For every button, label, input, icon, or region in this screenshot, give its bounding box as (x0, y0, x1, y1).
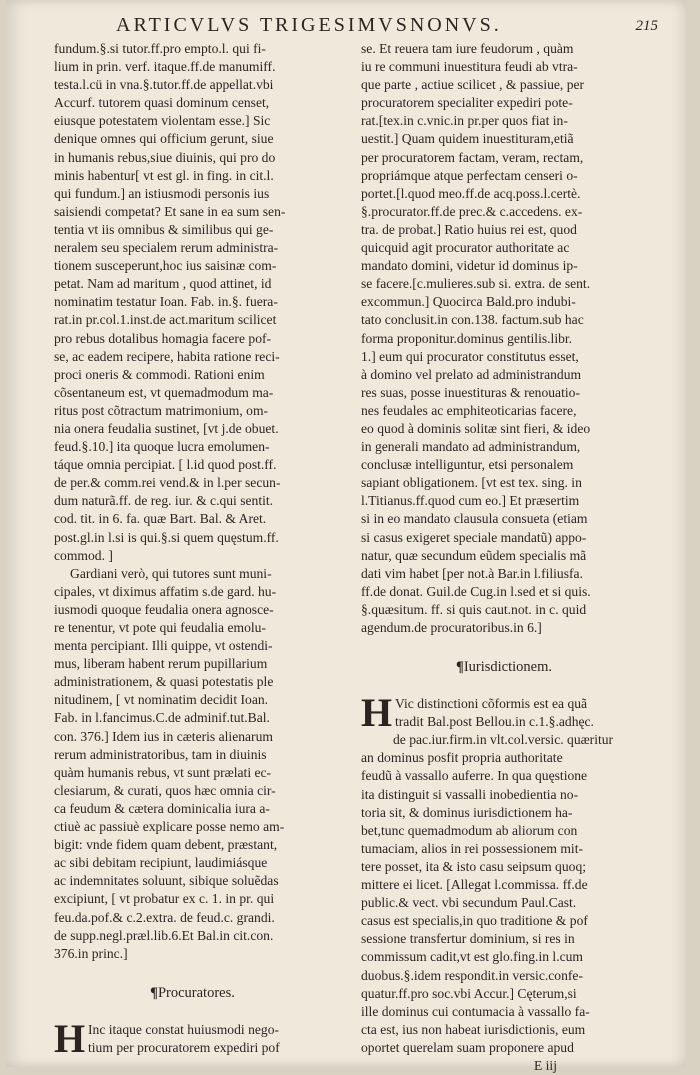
text-line: si in eo mandato clausula consueta (etiam (361, 511, 588, 527)
text-line: se, ac eadem recipere, habita ratione reci- (54, 348, 280, 364)
text-line: feu.da.pof.& c.2.extra. de feud.c. grandi. (54, 909, 275, 925)
text-line: Fab. in l.fancimus.C.de adminif.tut.Bal. (54, 710, 270, 726)
text-line: oportet querelam suam proponere apud (361, 1039, 574, 1055)
text-line: tionem susceperunt,hoc ius saisinæ com- (54, 258, 277, 274)
text-line: commissum cadit,vt est glo.fing.in l.cum (361, 949, 584, 965)
text-line: administrationem, & quasi potestatis ple (54, 674, 274, 690)
text-line: an dominus posfit propria authoritate (361, 750, 563, 766)
text-line: se. Et reuera tam iure feudorum , quàm (361, 41, 574, 56)
text-line: que parte , actiue scilicet , & passiue, per (361, 77, 585, 93)
pilcrow-icon: ¶ (150, 984, 158, 1001)
signature-mark: E iij (533, 1057, 557, 1073)
text-line: nes feudales ac emphiteoticarias facere, (361, 402, 577, 418)
text-line: testa.l.cü in vna.§.tutor.ff.de appellat.vbi (54, 77, 274, 93)
text-line: Accurf. tutorem quasi dominum censet, (54, 95, 270, 111)
text-line: rat.[tex.in c.vnic.in pr.per quos fiat in- (361, 113, 568, 129)
section-heading-procuratores (54, 983, 331, 1003)
text-line: procuratorem specialiter expediri pote- (361, 95, 573, 111)
text-line: feudũ à vassallo auferre. In qua quęstione (361, 768, 588, 784)
text-line: qui fundum.] an istiusmodi personis ius (54, 185, 270, 201)
left-paragraph-2 (54, 565, 331, 963)
text-line: cõsentaneum est, vt quemadmodum ma- (54, 384, 274, 400)
text-line: ff.de donat. Guil.de Cug.in l.sed et si quis. (361, 583, 591, 599)
text-line: nia onera feudalia sustinet, [vt j.de obuet. (54, 420, 279, 436)
text-line: dum naturã.ff. de reg. iur. & c.qui sentit. (54, 493, 274, 509)
text-line: in generali mandato ad administrandum, (361, 439, 581, 455)
text-line: public.& vect. vbi secundum Paul.Cast. (361, 895, 577, 911)
text-line: forma proponitur.dominus gentilis.libr. (361, 330, 573, 346)
text-line: nominatim testatur Ioan. Fab. in.§. fuera- (54, 294, 278, 310)
text-line: saisiendi competat? Et sane in ea sum sen- (54, 203, 286, 219)
text-line: quatur.ff.pro soc.vbi Accur.] Cęterum,si (361, 985, 577, 1001)
text-line: dati vim habet [per not.à Bar.in l.filiusfa. (361, 565, 583, 581)
text-line: agendum.de procuratoribus.in 6.] (361, 620, 542, 635)
text-line: mus, liberam habent rerum pupillarium (54, 656, 268, 672)
text-line: tentia vt iis omnibus & similibus qui ge- (54, 221, 274, 237)
text-line: l.Titianus.ff.quod cum eo.] Et præsertim (361, 493, 580, 509)
left-paragraph-3 (54, 1015, 331, 1061)
drop-cap: H (54, 1015, 86, 1061)
heading-text: Iurisdictionem. (463, 659, 553, 676)
right-paragraph-1 (361, 40, 647, 637)
text-line: ille dominus cui contumacia à vassallo fa- (361, 1003, 590, 1019)
text-line: commod. ] (54, 547, 113, 563)
text-line: post.gl.in l.si is qui.§.si quem quęstum.ff. (54, 529, 279, 545)
text-line: 1.] eum qui procurator constitutus esset, (361, 348, 579, 364)
text-line: petat. Nam ad maritum , quod attinet, id (54, 276, 272, 292)
text-line: §.quæsitum. ff. si quis caut.not. in c. quid (361, 601, 587, 617)
text-line: de supp.negl.præl.lib.6.Et Bal.in cit.con. (54, 927, 274, 943)
text-line: conclusæ intelliguntur, etsi personalem (361, 457, 574, 473)
page-number: 215 (635, 18, 658, 34)
text-line: eiusque potestatem violentam esse.] Sic (54, 113, 271, 129)
text-line: res suas, posse inuestituras & renouatio- (361, 384, 580, 400)
text-line: in humanis rebus,siue diuinis, qui pro do (54, 149, 276, 165)
text-line: tradit Bal.post Bellou.in c.1.§.adhęc. (395, 714, 594, 730)
text-line: quàm humanis rebus, vt sunt prælati ec- (54, 764, 272, 780)
text-line: de per.& comm.rei vend.& in l.per secun- (54, 475, 281, 491)
text-line: denique omnes qui officium gerunt, siue (54, 131, 274, 147)
text-line: táque omnia percipiat. [ l.id quod post.ff. (54, 457, 277, 473)
text-line: uestit.] Quam quidem inuestituram,etiã (361, 131, 574, 147)
text-line: pro rebus dotalibus homagia facere pof- (54, 330, 272, 346)
text-line: excipiunt, [ vt probatur ex c. 1. in pr. qui (54, 891, 275, 907)
text-line: se facere.[c.mulieres.sub si. extra. de sent. (361, 276, 591, 292)
text-line: per procuratorem factam, veram, rectam, (361, 149, 584, 165)
text-line: natur, quæ secundum eũdem specialis mã (361, 547, 587, 563)
text-line: à domino vel prelato ad administrandum (361, 366, 582, 382)
text-line: tra. de probat.] Ratio huius rei est, quod (361, 221, 577, 237)
text-line: rat.in pr.col.1.inst.de act.maritum scilicet (54, 312, 277, 328)
book-page (6, 0, 686, 1073)
text-line: cipales, vt diximus affatim s.de gard. hu- (54, 583, 277, 599)
text-line: menta percipiant. Illi quippe, vt ostendi- (54, 638, 273, 654)
text-line: casus est specialis,in quo traditione & pof (361, 913, 588, 929)
text-line: lium in prin. verf. itaque.ff.de manumiff. (54, 59, 276, 75)
text-line: ctiuè ac passiuè explicare posse nemo am- (54, 819, 285, 835)
page-header (6, 10, 686, 40)
text-line: minis habentur[ vt est gl. in fing. in cit.l. (54, 167, 274, 183)
text-line: sessione transfertur dominium, si res in (361, 931, 575, 947)
text-line: tium per procuratorem expediri pof (88, 1039, 280, 1055)
text-line: §.procurator.ff.de prec.& c.accedens. ex- (361, 203, 583, 219)
text-line: tumaciam, alios in rei possessionem mit- (361, 840, 583, 856)
text-line: si casus exigeret speciale mandatũ) appo- (361, 529, 587, 545)
text-line: proci oneris & commodi. Rationi enim (54, 366, 265, 382)
text-line: mandato domini, videtur id dominus ip- (361, 258, 578, 274)
running-title: ARTICVLVS TRIGESIMVSNONVS. (116, 14, 502, 36)
text-line: iusmodi quoque feudalia onera agnosce- (54, 601, 274, 617)
heading-text: Procuratores. (157, 984, 235, 1001)
text-line: tato conclusit.in con.138. factum.sub hac (361, 312, 584, 328)
pilcrow-icon: ¶ (455, 659, 464, 676)
text-line: cta est, ius non habeat iurisdictionis, eum (361, 1021, 586, 1037)
text-line: ita distinguit si vassalli inobedientia no- (361, 786, 579, 802)
section-heading-iurisdictionem (361, 657, 647, 677)
text-line: feud.§.10.] ita quoque lucra emolumen- (54, 439, 270, 455)
text-line: toria sit, & dominus iurisdictionem ha- (361, 804, 573, 820)
drop-cap: H (361, 690, 393, 736)
text-line: nitudinem, [ vt nominatim decidit Ioan. (54, 692, 269, 708)
text-line: cod. tit. in 6. fa. quæ Bart. Bal. & Aret. (54, 511, 267, 527)
text-line: ca feudum & cætera dominicalia iura a- (54, 800, 270, 816)
text-line: de pac.iur.firm.in vlt.col.versic. quæritur (393, 732, 614, 748)
text-line: clesiarum, & curati, quos hæc omnia cir- (54, 782, 276, 798)
text-line: excommun.] Quocirca Bald.pro indubi- (361, 294, 576, 310)
text-line: ac indemnitates soluunt, sibique soluẽdas (54, 873, 279, 889)
text-line: re tenentur, vt pote qui feudalia emolu- (54, 620, 266, 635)
text-line: fundum.§.si tutor.ff.pro empto.l. qui fi- (54, 41, 266, 56)
text-line: sapiant obligationem. [vt est tex. sing. in (361, 475, 582, 491)
text-line: neralem seu specialem rerum administra- (54, 240, 279, 256)
left-column (54, 40, 331, 1061)
text-line: con. 376.] Idem ius in cæteris alienarum (54, 728, 273, 744)
text-line: Gardiani verò, qui tutores sunt muni- (70, 565, 272, 581)
text-line: duobus.§.idem respondit.in versic.confe- (361, 967, 583, 983)
text-line: tere posset, ita & isto casu seipsum quoq; (361, 858, 587, 874)
text-line: ac sibi debitam recipiunt, laudimiásque (54, 855, 268, 871)
text-line: Inc itaque constat huiusmodi nego- (88, 1021, 280, 1037)
left-paragraph-1 (54, 40, 331, 565)
text-line: ritus post cõtractum matrimonium, om- (54, 402, 269, 418)
right-column (361, 40, 647, 1075)
text-line: propriámque atque perfectam censeri o- (361, 167, 578, 183)
text-line: Vic distinctioni cõformis est ea quã (395, 696, 588, 712)
right-paragraph-2 (361, 690, 647, 1057)
text-line: rerum administratoribus, tam in diuinis (54, 746, 267, 762)
text-line: bigit: vnde fidem quam debent, præstant, (54, 837, 278, 853)
text-line: iu re communi inuestitura feudi ab vtra- (361, 59, 578, 75)
text-line: 376.in princ.] (54, 945, 128, 961)
text-line: bet,tunc quemadmodum ab aliorum con (361, 822, 578, 838)
text-line: quicquid agit procurator authoritate ac (361, 240, 570, 256)
text-line: portet.[l.quod meo.ff.de acq.poss.l.certè. (361, 185, 581, 201)
text-line: eo quod à dominis solitæ sint fieri, & ideo (361, 420, 591, 436)
text-line: mittere ei licet. [Allegat l.commissa. ff.de (361, 877, 588, 893)
